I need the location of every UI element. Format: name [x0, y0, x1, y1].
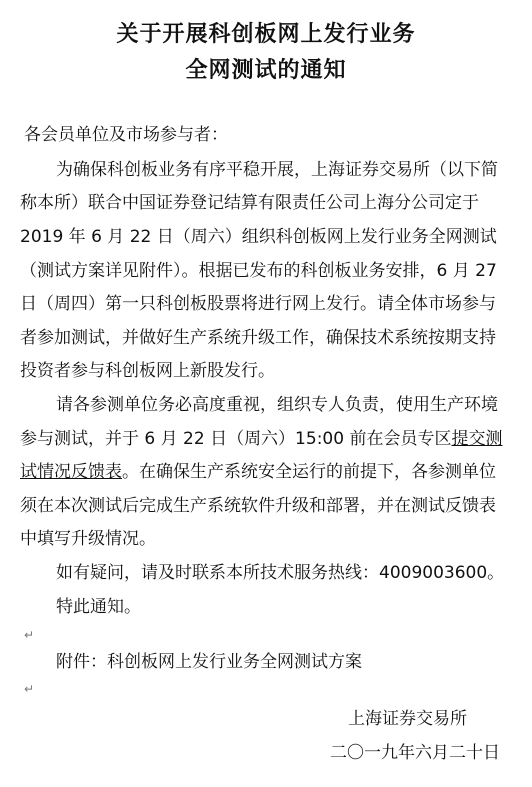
paragraph-2-line: 须在本次测试后完成生产系统软件升级和部署，并在测试反馈表 — [20, 496, 496, 516]
paragraph-2-line — [20, 461, 496, 483]
title-line-1: 关于开展科创板网上发行业务 — [116, 22, 416, 47]
closing-text: 特此通知。 — [56, 597, 141, 617]
paragraph-2-line: 中填写升级情况。 — [20, 529, 156, 549]
paragraph-2-text: 。在确保生产系统安全运行的前提下，各参测单位 — [122, 462, 496, 482]
paragraph-2-line: 请各参测单位务必高度重视，组织专人负责，使用生产环境 — [56, 395, 498, 415]
issue-date: 二〇一九年六月二十日 — [330, 743, 500, 763]
paragraph-1-line: （测试方案详见附件）。根据已发布的科创板业务安排，6 月 27 — [20, 261, 497, 281]
salutation: 各会员单位及市场参与者： — [24, 125, 228, 145]
feedback-form-link: 提交测 — [451, 429, 503, 449]
paragraph-1-line: 者参加测试，并做好生产系统升级工作，确保技术系统按期支持 — [20, 328, 496, 348]
paragraph-mark-icon: ↵ — [24, 682, 35, 696]
attachment-line: 附件：科创板网上发行业务全网测试方案 — [56, 652, 362, 672]
paragraph-mark-icon: ↵ — [24, 628, 35, 642]
signature: 上海证券交易所 — [348, 709, 467, 729]
feedback-form-link: 试情况反馈表 — [20, 462, 122, 482]
paragraph-1-line: 称本所）联合中国证券登记结算有限责任公司上海分公司定于 — [20, 193, 479, 213]
paragraph-2-text: 参与测试，并于 6 月 22 日（周六）15:00 前在会员专区 — [20, 429, 452, 449]
paragraph-2-line — [20, 428, 502, 450]
paragraph-1-line: 投资者参与科创板网上新股发行。 — [20, 361, 275, 381]
contact-hotline: 如有疑问，请及时联系本所技术服务热线：4009003600。 — [56, 563, 505, 583]
paragraph-1-line: 为确保科创板业务有序平稳开展，上海证券交易所（以下简 — [56, 160, 498, 180]
title-line-2: 全网测试的通知 — [185, 58, 347, 83]
paragraph-1-line: 日（周四）第一只科创板股票将进行网上发行。请全体市场参与 — [20, 294, 496, 314]
paragraph-1-line: 2019 年 6 月 22 日（周六）组织科创板网上发行业务全网测试 — [20, 227, 497, 247]
